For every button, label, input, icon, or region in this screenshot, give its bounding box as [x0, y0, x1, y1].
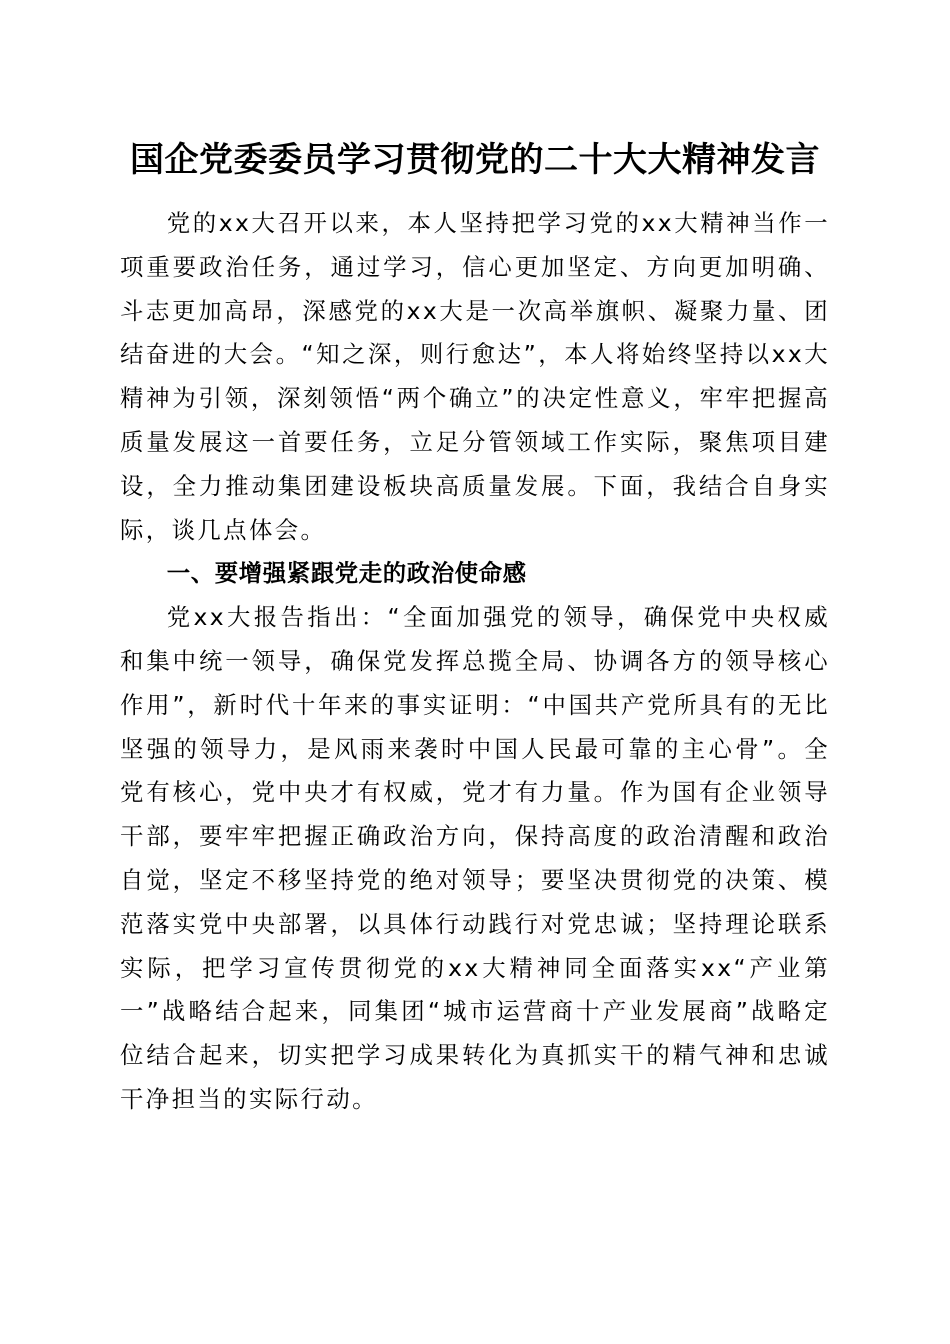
- document-body: [120, 202, 830, 1122]
- section-paragraph: 党xx大报告指出：“全面加强党的领导，确保党中央权威和集中统一领导，确保党发挥总揽全局、协调各方的领导核心作用”，新时代十年来的事实证明：“中国共产党所具有的无比坚强的领导力，是风雨来袭时中国人民最可靠的主心骨”。全党有核心，党中央才有权威，党才有力量。作为国有企业领导干部，要牢牢把握正确政治方向，保持高度的政治清醒和政治自觉，坚定不移坚持党的绝对领导；要坚决贯彻党的决策、模范落实党中央部署，以具体行动践行对党忠诚；坚持理论联系实际，把学习宣传贯彻党的xx大精神同全面落实xx“产业第一”战略结合起来，同集团“城市运营商十产业发展商”战略定位结合起来，切实把学习成果转化为真抓实干的精气神和忠诚干净担当的实际行动。: [120, 603, 830, 1113]
- section-heading: 一、要增强紧跟党走的政治使命感: [166, 559, 527, 588]
- document-title: 国企党委委员学习贯彻党的二十大大精神发言: [130, 140, 820, 180]
- intro-paragraph: 党的xx大召开以来，本人坚持把学习党的xx大精神当作一项重要政治任务，通过学习，信心更加坚定、方向更加明确、斗志更加高昂，深感党的xx大是一次高举旗帜、凝聚力量、团结奋进的大会。“知之深，则行愈达”，本人将始终坚持以xx大精神为引领，深刻领悟“两个确立”的决定性意义，牢牢把握高质量发展这一首要任务，立足分管领域工作实际，聚焦项目建设，全力推动集团建设板块高质量发展。下面，我结合自身实际，谈几点体会。: [120, 209, 830, 544]
